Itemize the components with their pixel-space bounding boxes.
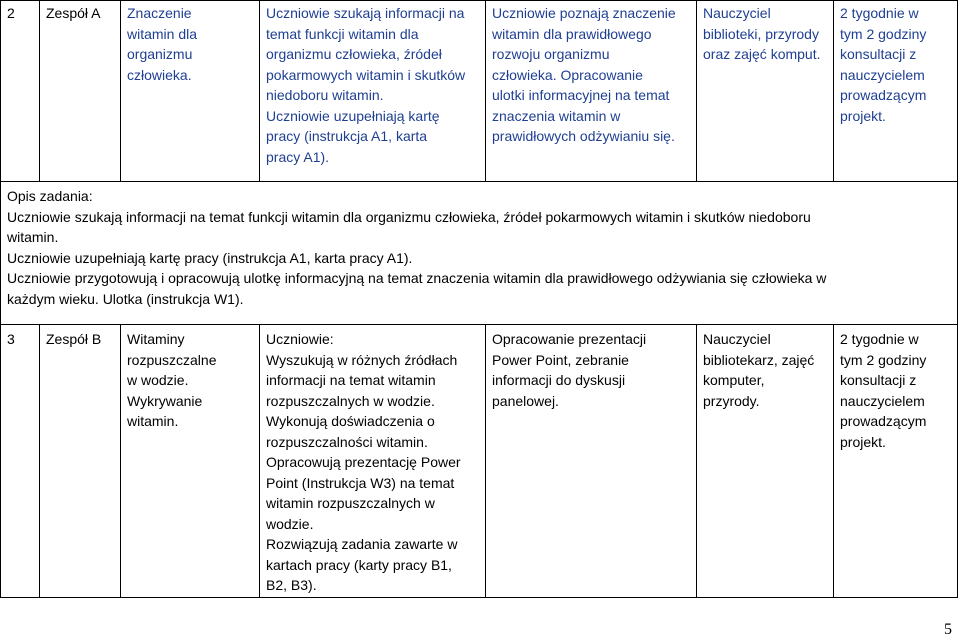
row3-number: 3 [1,325,40,598]
row3-activities: Uczniowie: Wyszukują w różnych źródłach informacji na temat witamin rozpuszczalnych w wodzie. Wykonują doświadczenia o rozpuszczalności witamin. Opracowują prezentację Power Point (Instrukcja W3) na temat witamin rozpuszczalnych w wodzie. Rozwiązują zadania zawarte w kartach pracy (karty pracy B1, B2, B3). [260,325,486,598]
row3-team: Zespół B [40,325,121,598]
row3-time: 2 tygodnie w tym 2 godziny konsultacji z nauczycielem prowadzącym projekt. [834,325,958,598]
table-row-3 [1,325,958,598]
row2-time: 2 tygodnie w tym 2 godziny konsultacji z nauczycielem prowadzącym projekt. [834,1,958,182]
row2-number: 2 [1,1,40,182]
task-description-row [1,182,958,325]
row3-resources: Nauczyciel bibliotekarz, zajęć komputer, przyrody. [697,325,834,598]
row2-team: Zespół A [40,1,121,182]
task-heading: Opis zadania: [7,188,93,204]
row2-resources: Nauczyciel biblioteki, przyrody oraz zajęć komput. [697,1,834,182]
page-number: 5 [944,621,952,638]
row2-activities: Uczniowie szukają informacji na temat funkcji witamin dla organizmu człowieka, źródeł pokarmowych witamin i skutków niedoboru witamin. Uczniowie uzupełniają kartę pracy (instrukcja A1, karta pracy A1). [260,1,486,182]
task-description: Opis zadania: Uczniowie szukają informacji na temat funkcji witamin dla organizmu człowieka, źródeł pokarmowych witamin i skutków niedoboru witamin. Uczniowie uzupełniają kartę pracy (instrukcja A1, karta pracy A1). Uczniowie przygotowują i opracowują ulotkę informacyjną na temat znaczenia witamin dla prawidłowego odżywiania się człowieka w każdym wieku. Ulotka (instrukcja W1). [1,182,958,325]
row3-topic: Witaminy rozpuszczalne w wodzie. Wykrywanie witamin. [121,325,260,598]
row2-results: Uczniowie poznają znaczenie witamin dla prawidłowego rozwoju organizmu człowieka. Opracowanie ulotki informacyjnej na temat znaczenia witamin w prawidłowych odżywianiu się. [486,1,697,182]
row2-topic: Znaczenie witamin dla organizmu człowieka. [121,1,260,182]
table-row-2 [1,1,958,182]
row3-results: Opracowanie prezentacji Power Point, zebranie informacji do dyskusji panelowej. [486,325,697,598]
